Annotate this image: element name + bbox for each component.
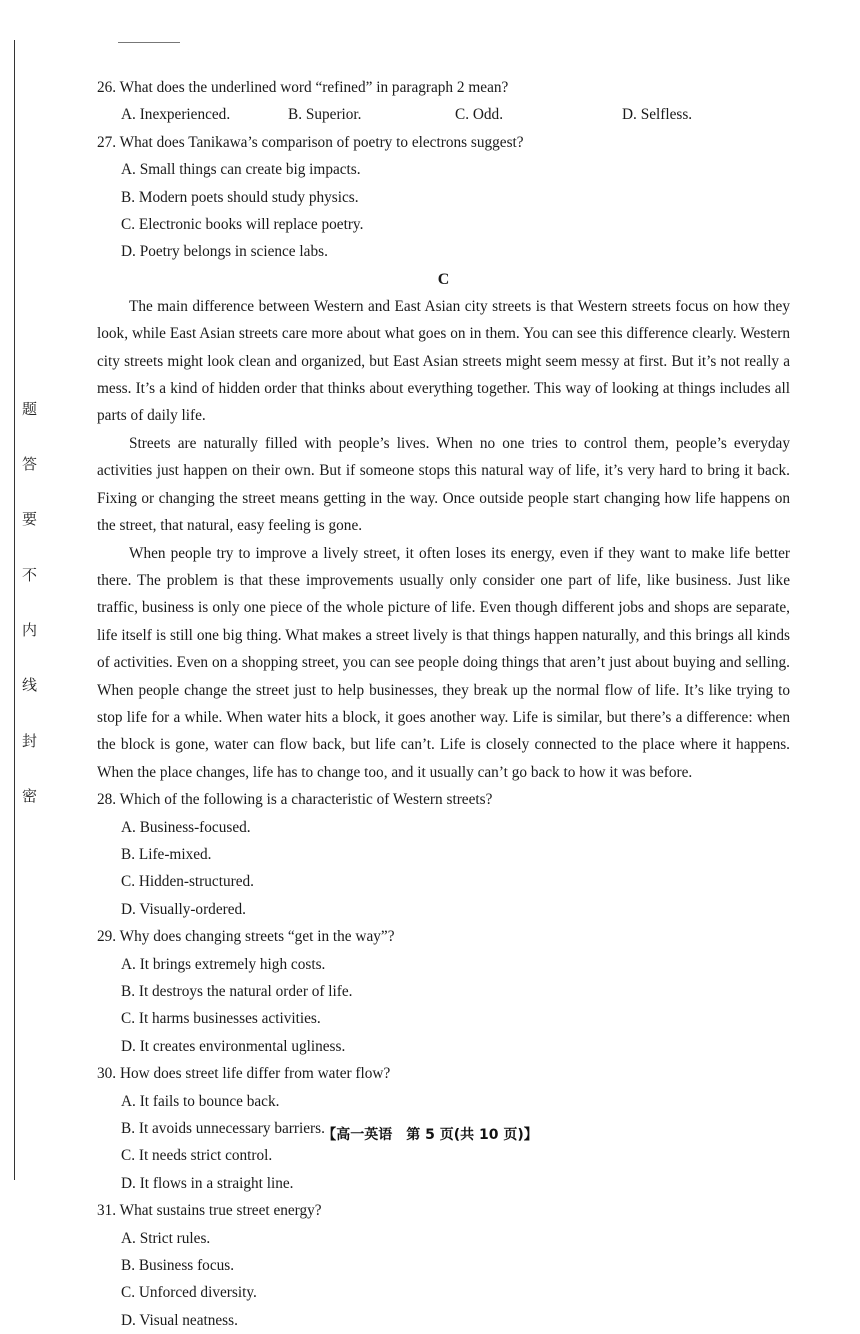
option-c: C. Unforced diversity. <box>121 1284 257 1302</box>
option-a: A. It fails to bounce back. <box>121 1092 280 1110</box>
passage-paragraph-3: When people try to improve a lively street, it often loses its energy, even if they want to make life better there. The problem is that these improvements usually only consider one part of life, like business. Just like traffic, business is only one piece of the whole picture of life. Even though different jobs and shops are separate, life itself is still one big thing. What makes a street lively is that things happen naturally, and this brings all kinds of activities. Even on a shopping street, you can see people doing things that aren’t just about buying and selling. When people change the street just to help businesses, they break up the normal flow of life. It’s like trying to stop life for a while. When water hits a block, it goes another way. Life is similar, but there’s a difference: when the block is gone, water can flow back, but life can’t. Life is closely connected to the place where it happens. When the place changes, life has to change too, and it usually can’t go back to how it was before. <box>97 544 790 781</box>
option-d: D. Selfless. <box>622 106 693 124</box>
question-stem: 31. What sustains true street energy? <box>97 1202 322 1220</box>
seal-char: 密 <box>22 787 38 805</box>
options <box>97 101 790 128</box>
seal-char: 内 <box>22 621 38 639</box>
option-b: B. It avoids unnecessary barriers. <box>121 1120 325 1138</box>
question-29 <box>97 923 790 1060</box>
seal-char: 答 <box>22 455 38 473</box>
option-a: A. Strict rules. <box>121 1229 211 1247</box>
question-stem: 27. What does Tanikawa’s comparison of poetry to electrons suggest? <box>97 133 524 151</box>
option-b: B. Superior. <box>288 106 362 124</box>
option-d: D. Visual neatness. <box>121 1311 238 1329</box>
passage-paragraph-1: The main difference between Western and East Asian city streets is that Western streets focus on how they look, while East Asian streets care more about what goes on in them. You can see this difference clearly. Western city streets might look clean and organized, but East Asian streets might seem messy at first. But it’s not really a mess. It’s a kind of hidden order that thinks about everything together. This way of looking at things includes all parts of daily life. <box>97 297 790 425</box>
option-c: C. Electronic books will replace poetry. <box>121 216 364 234</box>
option-b: B. Business focus. <box>121 1257 235 1275</box>
option-a: A. It brings extremely high costs. <box>121 955 326 973</box>
top-dash-mark <box>118 42 180 43</box>
option-a: A. Business-focused. <box>121 818 251 836</box>
option-d: D. Visually-ordered. <box>121 900 246 918</box>
option-b: B. It destroys the natural order of life. <box>121 983 353 1000</box>
question-27 <box>97 129 790 266</box>
options <box>97 951 790 1061</box>
option-b: B. Life-mixed. <box>121 845 212 863</box>
option-b: B. Modern poets should study physics. <box>121 188 359 206</box>
seal-char: 题 <box>22 400 38 418</box>
seal-char: 线 <box>22 676 38 694</box>
question-26 <box>97 74 790 129</box>
options <box>97 156 790 266</box>
option-d: D. It creates environmental ugliness. <box>121 1037 346 1055</box>
option-c: C. Hidden-structured. <box>121 873 254 891</box>
page-content <box>97 74 790 1334</box>
option-d: D. Poetry belongs in science labs. <box>121 243 328 261</box>
options <box>97 814 790 924</box>
options <box>97 1225 790 1334</box>
option-c: C. Odd. <box>455 106 504 124</box>
page-footer: 【高一英语 第 5 页(共 10 页)】 <box>322 1127 538 1143</box>
question-31 <box>97 1197 790 1334</box>
question-stem: 26. What does the underlined word “refined” in paragraph 2 mean? <box>97 79 509 96</box>
seal-char: 要 <box>22 510 38 528</box>
option-c: C. It harms businesses activities. <box>121 1010 321 1028</box>
passage-paragraph-2: Streets are naturally filled with people’s lives. When no one tries to control them, people’s everyday activities just happen on their own. But if someone stops this natural way of life, it’s very hard to bring it back. Fixing or changing the street means getting in the way. Once outside people start changing how life happens on the street, that natural, easy feeling is gone. <box>97 434 790 535</box>
option-c: C. It needs strict control. <box>121 1147 273 1165</box>
seal-char: 不 <box>22 566 38 584</box>
option-a: A. Inexperienced. <box>121 106 231 124</box>
question-stem: 30. How does street life differ from water flow? <box>97 1065 391 1083</box>
question-stem: 28. Which of the following is a characteristic of Western streets? <box>97 791 493 809</box>
option-a: A. Small things can create big impacts. <box>121 161 361 179</box>
option-d: D. It flows in a straight line. <box>121 1174 294 1192</box>
binding-margin-line <box>14 40 15 1180</box>
question-stem: 29. Why does changing streets “get in the way”? <box>97 928 395 946</box>
section-title: C <box>437 270 450 288</box>
question-28 <box>97 786 790 923</box>
seal-char: 封 <box>22 732 38 750</box>
